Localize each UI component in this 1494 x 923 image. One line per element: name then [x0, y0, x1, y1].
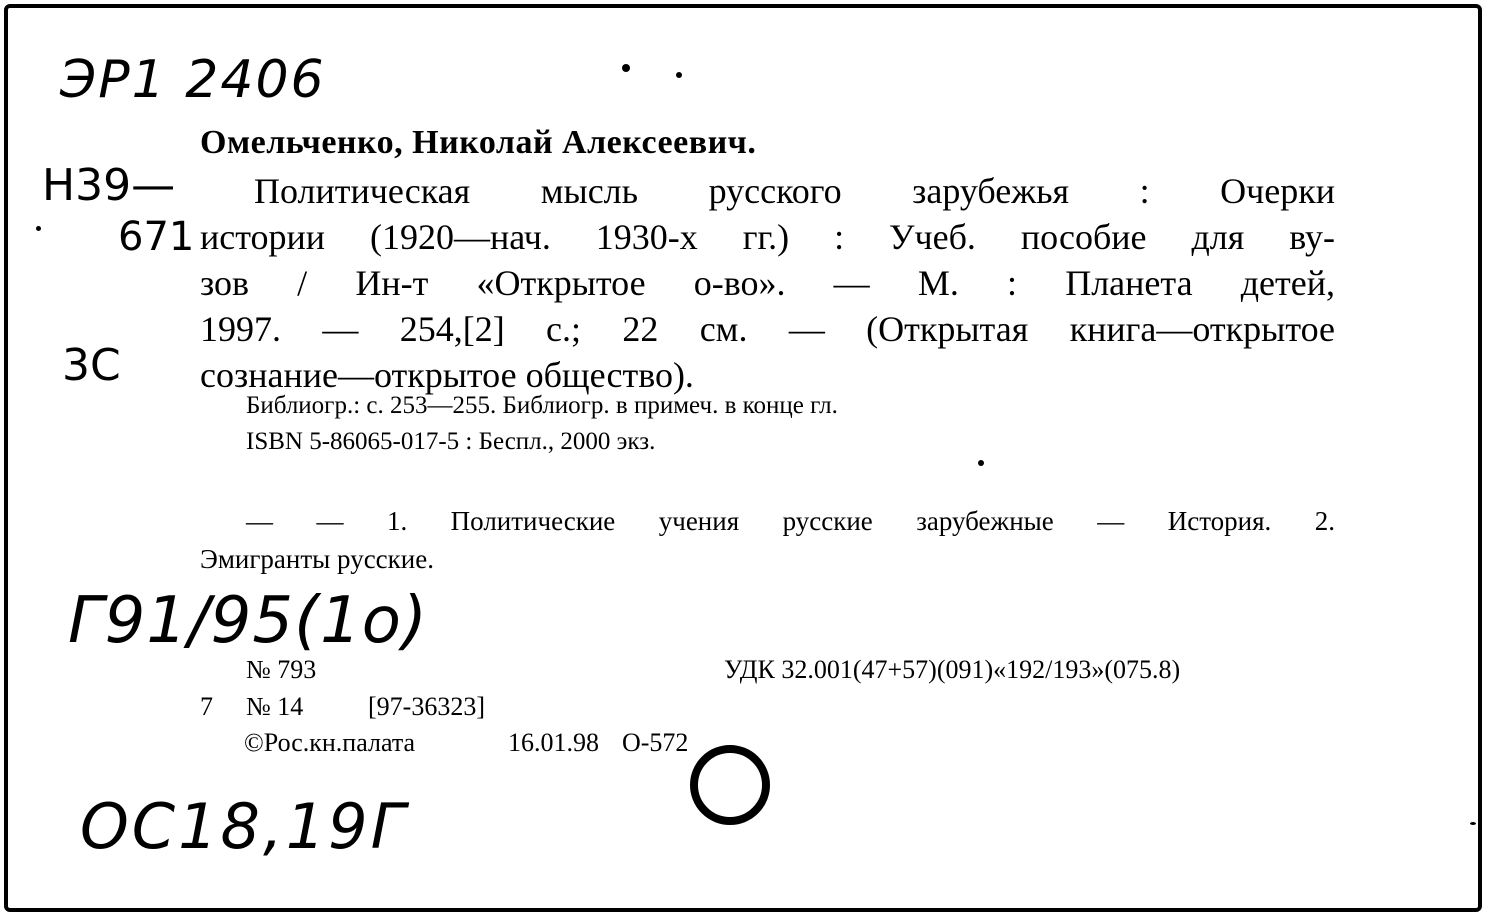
scan-speck — [622, 64, 630, 72]
title-line-3: зов / Ин-т «Открытое о-во». — М. : Планета детей, — [200, 263, 1335, 303]
title-line-5: сознание—открытое общество). — [200, 355, 694, 395]
title-line-4: 1997. — 254,[2] с.; 22 см. — (Открытая книга—открытое — [200, 309, 1335, 349]
subjects-line-2: Эмигранты русские. — [200, 544, 434, 574]
scan-speck — [36, 226, 41, 231]
title-line-2: истории (1920—нач. 1930-х гг.) : Учеб. пособие для ву- — [200, 217, 1335, 257]
handwritten-side-code-1: Н39— — [42, 160, 176, 211]
handwritten-bottom-code: ОС18,19Г — [80, 790, 409, 863]
scan-speck — [676, 72, 682, 78]
book-chamber: ©Рос.кн.палата — [244, 728, 416, 757]
issue-number: № 14 — [246, 692, 304, 721]
bibliography-note: Библиогр.: с. 253—255. Библиогр. в примеч. в конце гл. — [246, 392, 838, 419]
subjects-line-1: — — 1. Политические учения русские зарубежные — История. 2. — [246, 506, 1335, 536]
handwritten-top-code: ЭР1 2406 — [60, 50, 326, 110]
registration-date: 16.01.98 — [508, 728, 599, 757]
scan-speck — [978, 460, 984, 466]
registry-code: [97-36323] — [368, 692, 485, 721]
subject-headings — [200, 502, 1335, 578]
prefix-digit: 7 — [200, 692, 213, 721]
author-heading: Омельченко, Николай Алексеевич. — [200, 124, 757, 161]
handwritten-side-code-2: 671 — [118, 214, 195, 260]
title-line-1: Политическая мысль русского зарубежья : Очерки — [254, 171, 1335, 211]
card-number: № 793 — [246, 655, 317, 684]
title-description — [200, 168, 1335, 398]
isbn-note: ISBN 5-86065-017-5 : Беспл., 2000 экз. — [246, 428, 656, 455]
handwritten-shelf-code: Г91/95(1о) — [68, 584, 428, 658]
handwritten-side-code-3: 3С — [62, 340, 121, 391]
order-code: О-572 — [622, 728, 689, 757]
udk-code: УДК 32.001(47+57)(091)«192/193»(075.8) — [724, 655, 1181, 684]
scan-speck — [1470, 822, 1476, 825]
punch-hole-circle — [690, 745, 770, 825]
